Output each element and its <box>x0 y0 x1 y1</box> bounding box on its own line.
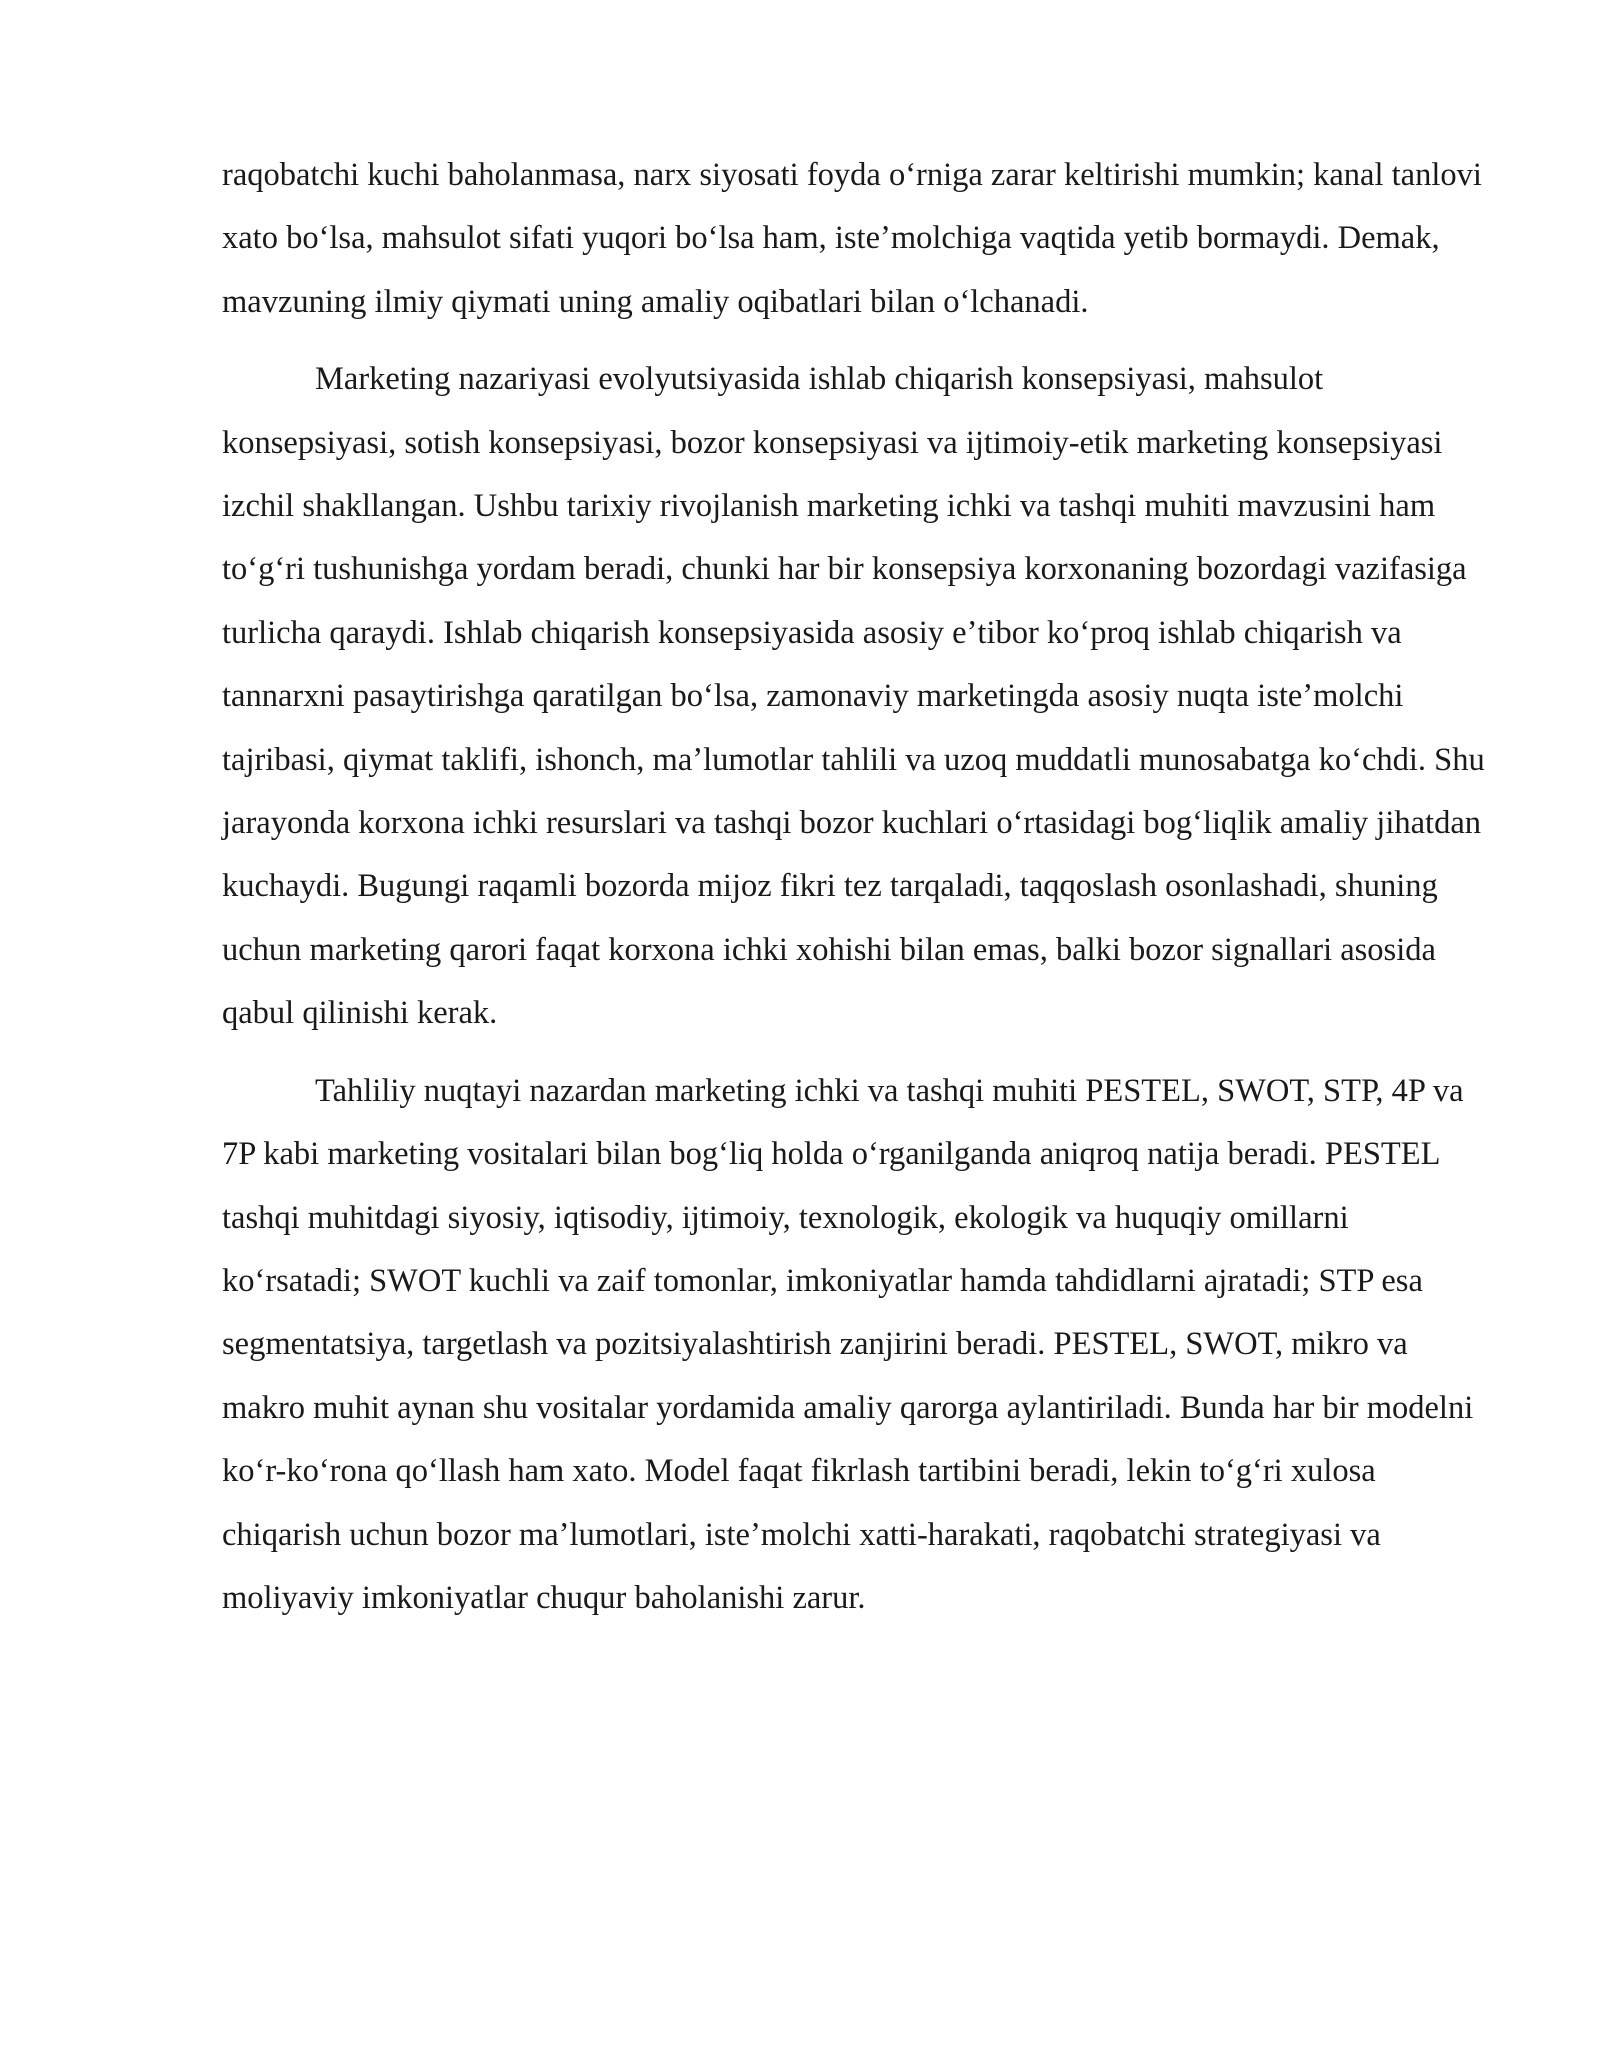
paragraph-3: Tahliliy nuqtayi nazardan marketing ichki va tashqi muhiti PESTEL, SWOT, STP, 4P va 7P kabi marketing vositalari bilan bogʻliq holda oʻrganilganda aniqroq natija beradi. PESTEL tashqi muhitdagi siyosiy, iqtisodiy, ijtimoiy, texnologik, ekologik va huquqiy omillarni koʻrsatadi; SWOT kuchli va zaif tomonlar, imkoniyatlar hamda tahdidlarni ajratadi; STP esa segmentatsiya, targetlash va pozitsiyalashtirish zanjirini beradi. PESTEL, SWOT, mikro va makro muhit aynan shu vositalar yordamida amaliy qarorga aylantiriladi. Bunda har bir modelni koʻr-koʻrona qoʻllash ham xato. Model faqat fikrlash tartibini beradi, lekin toʻgʻri xulosa chiqarish uchun bozor maʼlumotlari, isteʼmolchi xatti-harakati, raqobatchi strategiyasi va moliyaviy imkoniyatlar chuqur baholanishi zarur. <box>222 1072 1474 1616</box>
paragraph-2: Marketing nazariyasi evolyutsiyasida ishlab chiqarish konsepsiyasi, mahsulot konsepsiyasi, sotish konsepsiyasi, bozor konsepsiyasi va ijtimoiy-etik marketing konsepsiyasi izchil shakllangan. Ushbu tarixiy rivojlanish marketing ichki va tashqi muhiti mavzusini ham toʻgʻri tushunishga yordam beradi, chunki har bir konsepsiya korxonaning bozordagi vazifasiga turlicha qaraydi. Ishlab chiqarish konsepsiyasida asosiy eʼtibor koʻproq ishlab chiqarish va tannarxni pasaytirishga qaratilgan boʻlsa, zamonaviy marketingda asosiy nuqta isteʼmolchi tajribasi, qiymat taklifi, ishonch, maʼlumotlar tahlili va uzoq muddatli munosabatga koʻchdi. Shu jarayonda korxona ichki resurslari va tashqi bozor kuchlari oʻrtasidagi bogʻliqlik amaliy jihatdan kuchaydi. Bugungi raqamli bozorda mijoz fikri tez tarqaladi, taqqoslash osonlashadi, shuning uchun marketing qarori faqat korxona ichki xohishi bilan emas, balki bozor signallari asosida qabul qilinishi kerak. <box>222 361 1485 1032</box>
document-body <box>222 144 1488 1644</box>
paragraph-1: raqobatchi kuchi baholanmasa, narx siyosati foyda oʻrniga zarar keltirishi mumkin; kanal tanlovi xato boʻlsa, mahsulot sifati yuqori boʻlsa ham, isteʼmolchiga vaqtida yetib bormaydi. Demak, mavzuning ilmiy qiymati uning amaliy oqibatlari bilan oʻlchanadi. <box>222 157 1482 320</box>
